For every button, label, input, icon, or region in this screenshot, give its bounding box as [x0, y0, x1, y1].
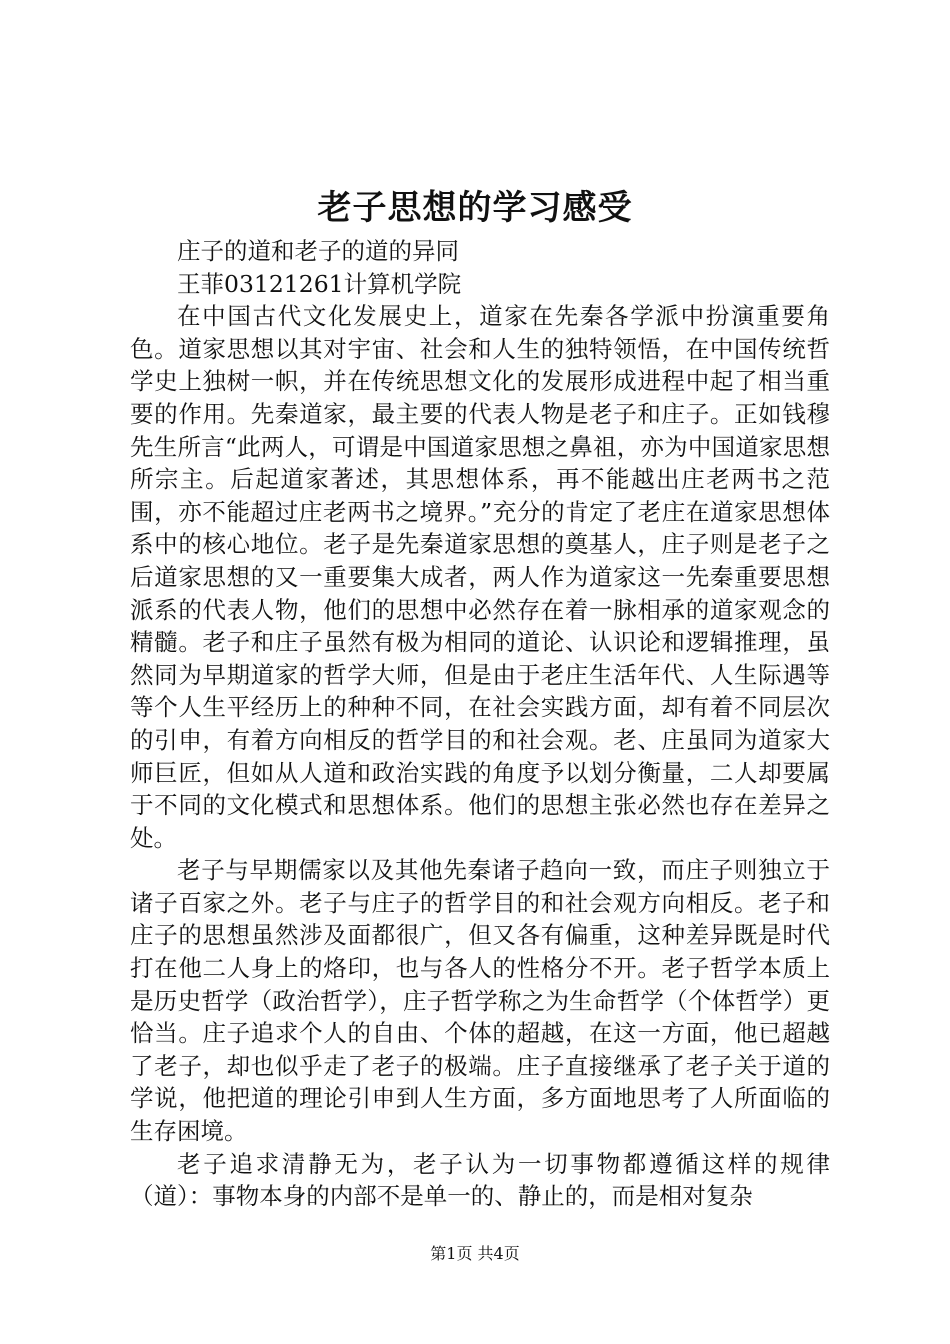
page-footer: 第1页 共4页: [430, 1244, 520, 1263]
body-paragraph-1: 在中国古代文化发展史上，道家在先秦各学派中扮演重要角色。道家思想以其对宇宙、社会和人生的独特领悟，在中国传统哲学史上独树一帜，并在传统思想文化的发展形成进程中起了相当重要的作用。先秦道家，最主要的代表人物是老子和庄子。正如钱穆先生所言“此两人，可谓是中国道家思想之鼻祖，亦为中国道家思想所宗主。后起道家著述，其思想体系，再不能越出庄老两书之范围，亦不能超过庄老两书之境界。”充分的肯定了老庄在道家思想体系中的核心地位。老子是先秦道家思想的奠基人，庄子则是老子之后道家思想的又一重要集大成者，两人作为道家这一先秦重要思想派系的代表人物，他们的思想中必然存在着一脉相承的道家观念的精髓。老子和庄子虽然有极为相同的道论、认识论和逻辑推理，虽然同为早期道家的哲学大师，但是由于老庄生活年代、人生际遇等等个人生平经历上的种种不同，在社会实践方面，却有着不同层次的引申，有着方向相反的哲学目的和社会观。老、庄虽同为道家大师巨匠，但如从人道和政治实践的角度予以划分衡量，二人却要属于不同的文化模式和思想体系。他们的思想主张必然也存在差异之处。: [130, 302, 830, 852]
body-paragraph-3: 老子追求清静无为，老子认为一切事物都遵循这样的规律（道）：事物本身的内部不是单一的、静止的，而是相对复杂: [130, 1149, 830, 1211]
subtitle-line: 庄子的道和老子的道的异同: [177, 237, 459, 265]
document-body: [130, 235, 830, 1213]
document-title: 老子思想的学习感受: [317, 188, 633, 228]
body-paragraph-2: 老子与早期儒家以及其他先秦诸子趋向一致，而庄子则独立于诸子百家之外。老子与庄子的哲学目的和社会观方向相反。老子和庄子的思想虽然涉及面都很广，但又各有偏重，这种差异既是时代打在他二人身上的烙印，也与各人的性格分不开。老子哲学本质上是历史哲学（政治哲学），庄子哲学称之为生命哲学（个体哲学）更恰当。庄子追求个人的自由、个体的超越，在这一方面，他已超越了老子，却也似乎走了老子的极端。庄子直接继承了老子关于道的学说，他把道的理论引申到人生方面，多方面地思考了人所面临的生存困境。: [130, 856, 830, 1146]
author-line: 王菲03121261计算机学院: [177, 269, 462, 298]
